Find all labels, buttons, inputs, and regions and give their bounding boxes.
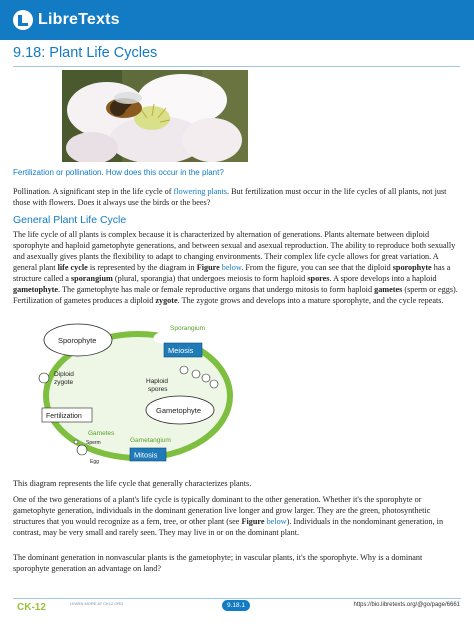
diploid-zygote-label-1: Diploid (54, 371, 74, 378)
libretexts-logo-icon (12, 9, 34, 31)
figure-below-link[interactable]: below (219, 263, 242, 272)
title-divider (13, 66, 460, 67)
fertilization-label: Fertilization (46, 413, 82, 420)
gametangium-label: Gametangium (130, 437, 171, 444)
page-number-badge: 9.18.1 (222, 600, 250, 611)
diploid-zygote-label-2: zygote (54, 379, 74, 386)
page-title: 9.18: Plant Life Cycles (13, 45, 158, 61)
logo-text: LibreTexts (38, 11, 120, 28)
egg-label: Egg (90, 459, 99, 465)
haploid-spores-label-1: Haploid (146, 378, 169, 385)
dominant-generation-paragraph: One of the two generations of a plant's life cycle is typically dominant to the other generation. Whether it's the sporophyte or gametophyte generation, individuals in the dominant generation live longer and grow larger. They are the green, photosynthetic structures that you would recognize as a fern, tree, or other plant (see Figure below). Individuals in the nondominant generation, in contrast, may be very small and rarely seen. They may live in or on the dominant plant. (13, 495, 444, 537)
last-paragraph: The dominant generation in nonvascular plants is the gametophyte; in vascular plants, it's the sporophyte. Why is a dominant sporophyte generation an advantage on land? (13, 553, 423, 573)
meiosis-label: Meiosis (168, 346, 194, 355)
figure-below-link-2[interactable]: below (264, 517, 287, 526)
plant-life-cycle-diagram (30, 318, 252, 466)
mitosis-label: Mitosis (134, 450, 158, 460)
general-life-cycle-paragraph: The life cycle of all plants is complex because it is characterized by alternation of generations. Plants alternate between diploid sporophyte and haploid gametophyte generations, and between sexual and asexual reproduction. The ability to reproduce both sexually and asexually gives plants the flexibility to adapt to changing environments. Their complex life cycle allows for great variation. A general plant life cycle is represented by the diagram in Figure below. From the figure, you can see that the diploid sporophyte has a structure called a sporangium (plural, sporangia) that undergoes meiosis to form haploid spores. A spore develops into a haploid gametophyte. The gametophyte has male or female reproductive organs that undergo mitosis to form haploid gametes (sperm or eggs). Fertilization of gametes produces a diploid zygote. The zygote grows and develops into a mature sporophyte, and the cycle repeats. (13, 230, 458, 305)
svg-text:CK-12: CK-12 (17, 602, 46, 613)
section-heading: General Plant Life Cycle (13, 214, 127, 226)
site-header (0, 0, 474, 40)
ck12-subtext: LEARN MORE AT CK12.ORG (70, 601, 124, 606)
sporophyte-label: Sporophyte (58, 336, 97, 345)
flowering-plants-link[interactable]: flowering plants (173, 187, 227, 196)
haploid-spores-label-2: spores (148, 386, 168, 393)
sporangium-label: Sporangium (170, 325, 206, 332)
ck12-logo (15, 600, 65, 613)
bee-on-flower-photo (62, 70, 248, 162)
photo-caption-question: Fertilization or pollination. How does this occur in the plant? (13, 168, 224, 177)
page-url[interactable]: https://bio.libretexts.org/@go/page/6661 (353, 602, 460, 608)
libretexts-logo[interactable] (12, 9, 120, 31)
sperm-label: Sperm (86, 440, 101, 446)
footer-divider (13, 598, 461, 599)
gametes-label: Gametes (88, 430, 115, 437)
figure-caption: This diagram represents the life cycle that generally characterizes plants. (13, 479, 252, 488)
intro-paragraph: Pollination. A significant step in the life cycle of flowering plants. But fertilization must occur in the life cycles of all plants, not just those with flowers. Does it always use the birds or the bees? (13, 187, 447, 207)
gametophyte-label: Gametophyte (156, 406, 202, 415)
